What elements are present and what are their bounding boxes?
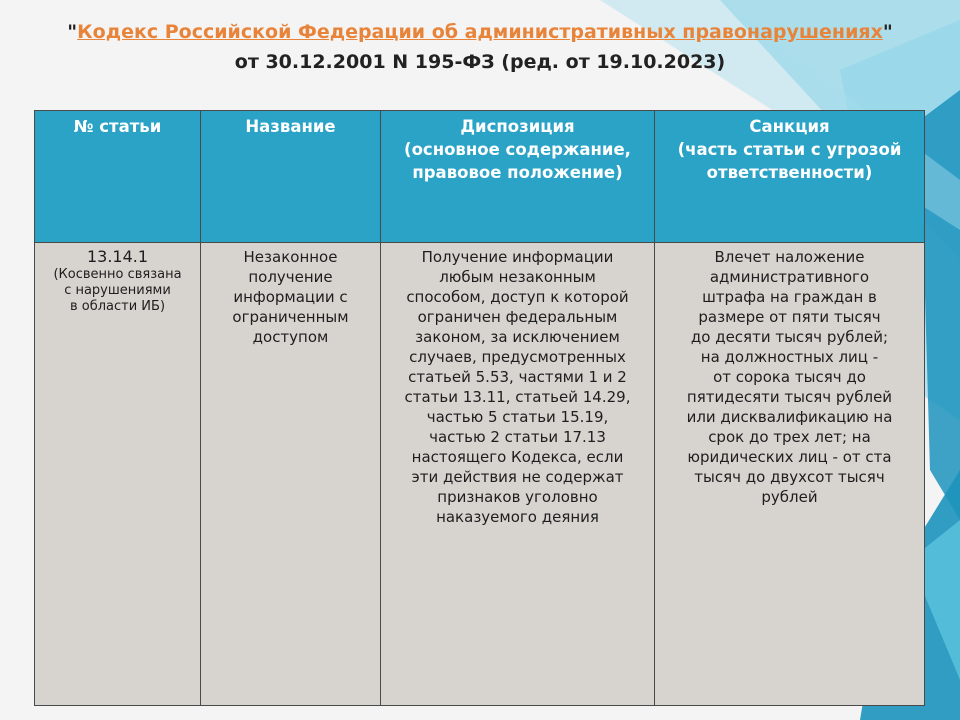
article-disposition: Получение информации любым незаконным способом, доступ к которой ограничен федеральным законом, за исключением случаев, предусмотренных статьей 5.53, частями 1 и 2 статьи 13.11, статьей 14.29, частью 5 статьи 15.19, частью 2 статьи 17.13 настоящего Кодекса, если эти действия не содержат признаков уголовно наказуемого деяния <box>404 248 631 526</box>
header-sanction <box>655 111 925 243</box>
header-name <box>201 111 381 243</box>
law-article-table <box>34 110 925 706</box>
table-header-row <box>35 111 925 243</box>
cell-sanction <box>655 243 925 706</box>
title-subtitle: от 30.12.2001 N 195-ФЗ (ред. от 19.10.2023) <box>234 51 726 73</box>
article-number: 13.14.1 <box>86 247 149 266</box>
article-name: Незаконное получение информации с ограниченным доступом <box>232 248 349 346</box>
header-article-number <box>35 111 201 243</box>
codex-link[interactable]: Кодекс Российской Федерации об административных правонарушениях <box>77 21 883 43</box>
article-note: (Косвенно связана с нарушениями в области ИБ) <box>53 267 182 314</box>
header-disposition <box>381 111 655 243</box>
title-quote-close: " <box>882 21 893 43</box>
header-sanction-text: Санкция (часть статьи с угрозой ответственности) <box>677 117 902 182</box>
header-name-text: Название <box>245 117 336 136</box>
table-row <box>35 243 925 706</box>
slide-title <box>0 18 960 76</box>
title-quote-open: " <box>67 21 78 43</box>
header-disposition-text: Диспозиция (основное содержание, правовое положение) <box>404 117 631 182</box>
cell-article-number <box>35 243 201 706</box>
cell-name <box>201 243 381 706</box>
title-line <box>0 18 960 46</box>
cell-disposition <box>381 243 655 706</box>
article-sanction: Влечет наложение административного штрафа на граждан в размере от пяти тысяч до десяти тысяч рублей; на должностных лиц - от сорока тысяч до пятидесяти тысяч рублей или дисквалификацию на срок до трех лет; на юридических лиц - от ста тысяч до двухсот тысяч рублей <box>686 248 893 506</box>
header-article-number-text: № статьи <box>73 117 162 136</box>
